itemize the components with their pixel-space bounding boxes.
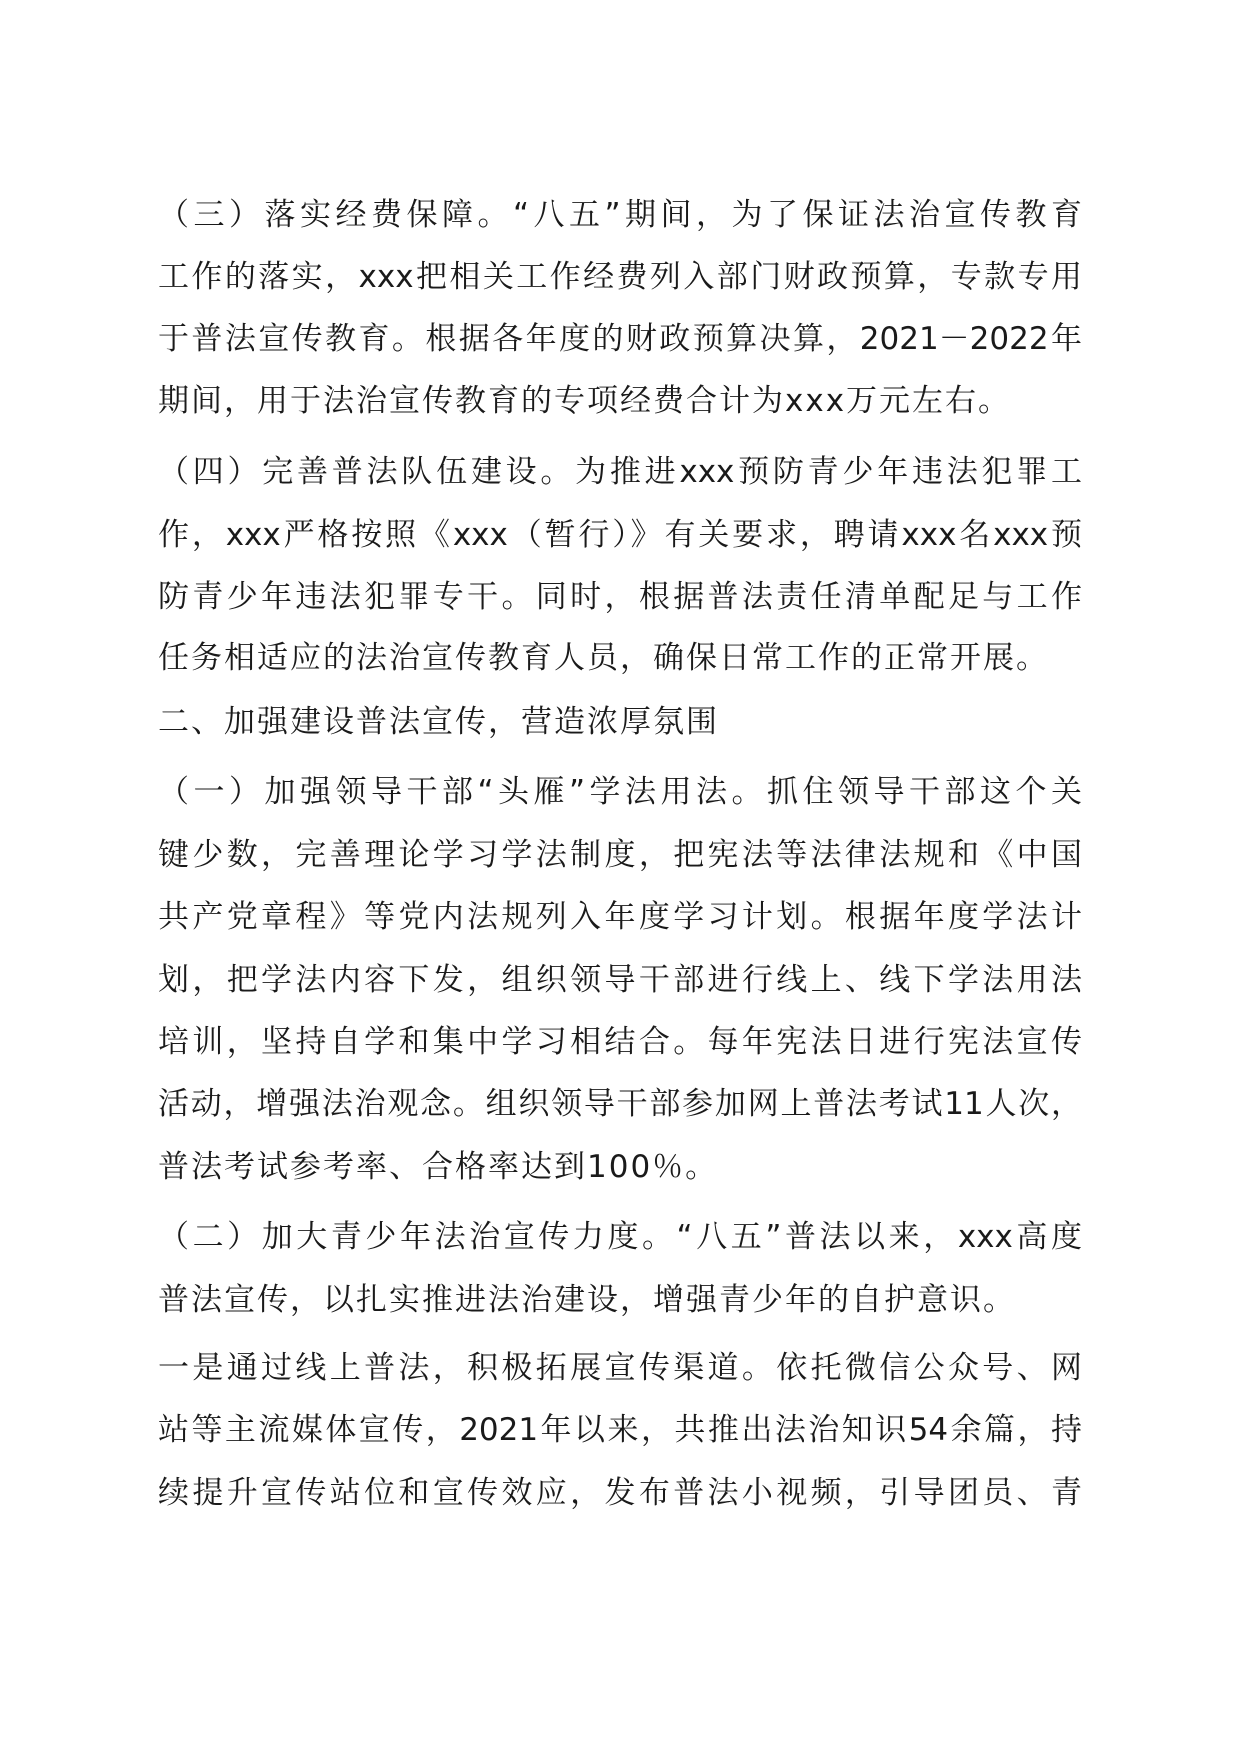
- paragraph-line: 工作的落实，xxx把相关工作经费列入部门财政预算，专款专用: [158, 259, 1082, 295]
- paragraph-line: 普法考试参考率、合格率达到100％。: [158, 1149, 719, 1185]
- paragraph-line: 普法宣传，以扎实推进法治建设，增强青少年的自护意识。: [158, 1282, 1016, 1318]
- paragraph-line: 培训，坚持自学和集中学习相结合。每年宪法日进行宪法宣传: [158, 1024, 1082, 1060]
- paragraph-line: （四）完善普法队伍建设。为推进xxx预防青少年违法犯罪工: [158, 454, 1082, 490]
- paragraph-line: 共产党章程》等党内法规列入年度学习计划。根据年度学法计: [158, 899, 1082, 935]
- section-heading: 二、加强建设普法宣传，营造浓厚氛围: [158, 704, 719, 740]
- paragraph-line: 一是通过线上普法，积极拓展宣传渠道。依托微信公众号、网: [158, 1350, 1082, 1386]
- paragraph-line: 防青少年违法犯罪专干。同时，根据普法责任清单配足与工作: [158, 579, 1082, 615]
- paragraph-line: 作，xxx严格按照《xxx（暂行）》有关要求，聘请xxx名xxx预: [158, 517, 1082, 553]
- paragraph-line: 键少数，完善理论学习学法制度，把宪法等法律法规和《中国: [158, 837, 1082, 873]
- paragraph-line: 于普法宣传教育。根据各年度的财政预算决算，2021－2022年: [158, 321, 1082, 357]
- paragraph-line: （三）落实经费保障。“八五”期间，为了保证法治宣传教育: [158, 197, 1082, 233]
- paragraph-line: 期间，用于法治宣传教育的专项经费合计为xxx万元左右。: [158, 383, 1012, 419]
- paragraph-line: （二）加大青少年法治宣传力度。“八五”普法以来，xxx高度: [158, 1219, 1082, 1255]
- paragraph-line: 站等主流媒体宣传，2021年以来，共推出法治知识54余篇，持: [158, 1412, 1082, 1448]
- paragraph-line: 划，把学法内容下发，组织领导干部进行线上、线下学法用法: [158, 962, 1082, 998]
- paragraph-line: 任务相适应的法治宣传教育人员，确保日常工作的正常开展。: [158, 640, 1049, 676]
- paragraph-line: 续提升宣传站位和宣传效应，发布普法小视频，引导团员、青: [158, 1475, 1082, 1511]
- paragraph-line: （一）加强领导干部“头雁”学法用法。抓住领导干部这个关: [158, 774, 1082, 810]
- paragraph-line: 活动，增强法治观念。组织领导干部参加网上普法考试11人次，: [158, 1086, 1082, 1122]
